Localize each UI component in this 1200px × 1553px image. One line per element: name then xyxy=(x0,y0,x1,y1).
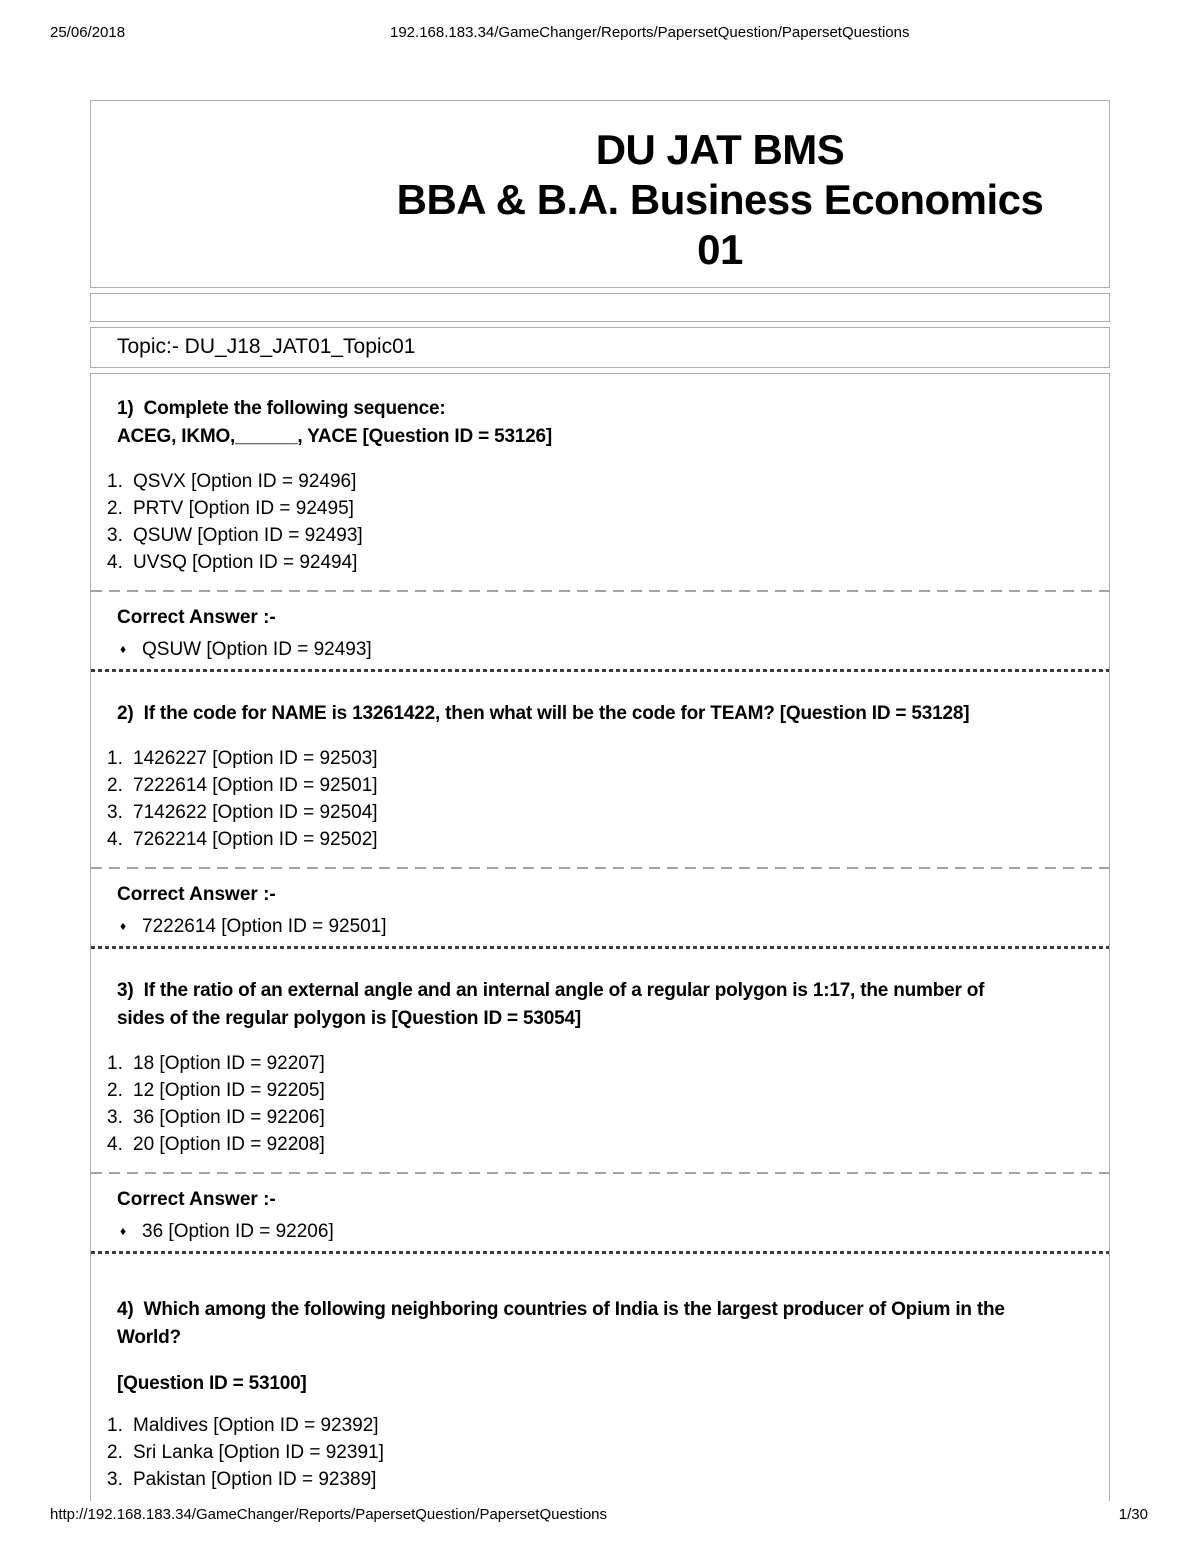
option-number: 1. xyxy=(107,471,123,492)
correct-answer-label: Correct Answer :- xyxy=(117,884,276,905)
print-header-url: 192.168.183.34/GameChanger/Reports/PapersetQuestion/PapersetQuestions xyxy=(390,24,910,41)
option-number: 3. xyxy=(107,525,123,546)
option-number: 2. xyxy=(107,1080,123,1101)
question-1-text-line-2: ACEG, IKMO,______, YACE [Question ID = 53126] xyxy=(117,426,553,447)
print-footer-url: http://192.168.183.34/GameChanger/Reports/PapersetQuestion/PapersetQuestions xyxy=(50,1506,608,1523)
option-text: 7262214 [Option ID = 92502] xyxy=(133,829,378,850)
correct-answer-text: 36 [Option ID = 92206] xyxy=(142,1221,334,1242)
question-2-options xyxy=(91,745,1109,853)
option xyxy=(107,1104,1109,1131)
correct-answer-2 xyxy=(91,913,1109,940)
question-3 xyxy=(91,977,1109,1158)
option-number: 3. xyxy=(107,1469,123,1490)
option xyxy=(107,1466,1109,1493)
option-number: 2. xyxy=(107,1442,123,1463)
option-text: 18 [Option ID = 92207] xyxy=(133,1053,325,1074)
option xyxy=(107,826,1109,853)
option xyxy=(107,1050,1109,1077)
correct-answer-text: QSUW [Option ID = 92493] xyxy=(142,639,372,660)
option xyxy=(107,799,1109,826)
option xyxy=(107,468,1109,495)
correct-answer-3 xyxy=(91,1218,1109,1245)
option-text: PRTV [Option ID = 92495] xyxy=(133,498,354,519)
question-4-options xyxy=(91,1412,1109,1493)
option-text: 20 [Option ID = 92208] xyxy=(133,1134,325,1155)
option-number: 1. xyxy=(107,1053,123,1074)
question-1-text-line-1: 1) Complete the following sequence: xyxy=(117,398,446,419)
question-4-text-line-1: 4) Which among the following neighboring countries of India is the largest producer of Opium in the xyxy=(117,1299,1005,1320)
option-number: 4. xyxy=(107,1134,123,1155)
question-answer-divider xyxy=(91,590,1109,592)
option-text: Maldives [Option ID = 92392] xyxy=(133,1415,379,1436)
question-1 xyxy=(91,395,1109,576)
question-separator xyxy=(91,1251,1109,1254)
option-text: QSVX [Option ID = 92496] xyxy=(133,471,357,492)
print-footer-page-number: 1/30 xyxy=(1118,1506,1148,1523)
question-separator xyxy=(91,946,1109,949)
empty-box xyxy=(90,293,1110,322)
option xyxy=(107,1077,1109,1104)
question-2-text: 2) If the code for NAME is 13261422, then what will be the code for TEAM? [Question ID = 53128] xyxy=(117,703,970,724)
question-4-id: [Question ID = 53100] xyxy=(117,1373,307,1394)
question-3-text-line-2: sides of the regular polygon is [Question ID = 53054] xyxy=(117,1008,581,1029)
question-1-options xyxy=(91,468,1109,576)
option-text: UVSQ [Option ID = 92494] xyxy=(133,552,358,573)
paper-title-line-1: DU JAT BMS xyxy=(595,126,845,173)
option-number: 4. xyxy=(107,829,123,850)
page-content xyxy=(90,100,1110,1501)
question-4-text-line-2: World? xyxy=(117,1327,181,1348)
option-text: 36 [Option ID = 92206] xyxy=(133,1107,325,1128)
paper-title-box xyxy=(90,100,1110,288)
bullet-icon: ♦ xyxy=(120,642,127,656)
option-text: 1426227 [Option ID = 92503] xyxy=(133,748,378,769)
correct-answer-text: 7222614 [Option ID = 92501] xyxy=(142,916,387,937)
question-3-options xyxy=(91,1050,1109,1158)
option xyxy=(107,1131,1109,1158)
option xyxy=(107,745,1109,772)
paper-title-line-2: BBA & B.A. Business Economics xyxy=(396,176,1044,223)
correct-answer-label: Correct Answer :- xyxy=(117,1189,276,1210)
option-text: Pakistan [Option ID = 92389] xyxy=(133,1469,377,1490)
option-number: 3. xyxy=(107,802,123,823)
option xyxy=(107,772,1109,799)
option xyxy=(107,522,1109,549)
bullet-icon: ♦ xyxy=(120,1224,127,1238)
print-header-date: 25/06/2018 xyxy=(50,24,126,41)
question-3-text-line-1: 3) If the ratio of an external angle and an internal angle of a regular polygon is 1:17, the number of xyxy=(117,980,985,1001)
option-number: 1. xyxy=(107,748,123,769)
option-number: 2. xyxy=(107,498,123,519)
option-text: 12 [Option ID = 92205] xyxy=(133,1080,325,1101)
option xyxy=(107,549,1109,576)
correct-answer-label: Correct Answer :- xyxy=(117,607,276,628)
question-2 xyxy=(91,700,1109,853)
correct-answer-1 xyxy=(91,636,1109,663)
question-answer-divider xyxy=(91,1172,1109,1174)
topic-label: Topic:- DU_J18_JAT01_Topic01 xyxy=(117,335,416,358)
option-text: Sri Lanka [Option ID = 92391] xyxy=(133,1442,384,1463)
topic-box xyxy=(90,327,1110,368)
question-answer-divider xyxy=(91,867,1109,869)
option xyxy=(107,495,1109,522)
question-separator xyxy=(91,669,1109,672)
option xyxy=(107,1412,1109,1439)
bullet-icon: ♦ xyxy=(120,919,127,933)
option-text: QSUW [Option ID = 92493] xyxy=(133,525,363,546)
option-number: 2. xyxy=(107,775,123,796)
option-text: 7222614 [Option ID = 92501] xyxy=(133,775,378,796)
option-text: 7142622 [Option ID = 92504] xyxy=(133,802,378,823)
option-number: 3. xyxy=(107,1107,123,1128)
option-number: 4. xyxy=(107,552,123,573)
questions-box xyxy=(90,373,1110,1501)
question-4 xyxy=(91,1296,1109,1493)
option-number: 1. xyxy=(107,1415,123,1436)
option xyxy=(107,1439,1109,1466)
paper-title-line-3: 01 xyxy=(697,226,743,273)
